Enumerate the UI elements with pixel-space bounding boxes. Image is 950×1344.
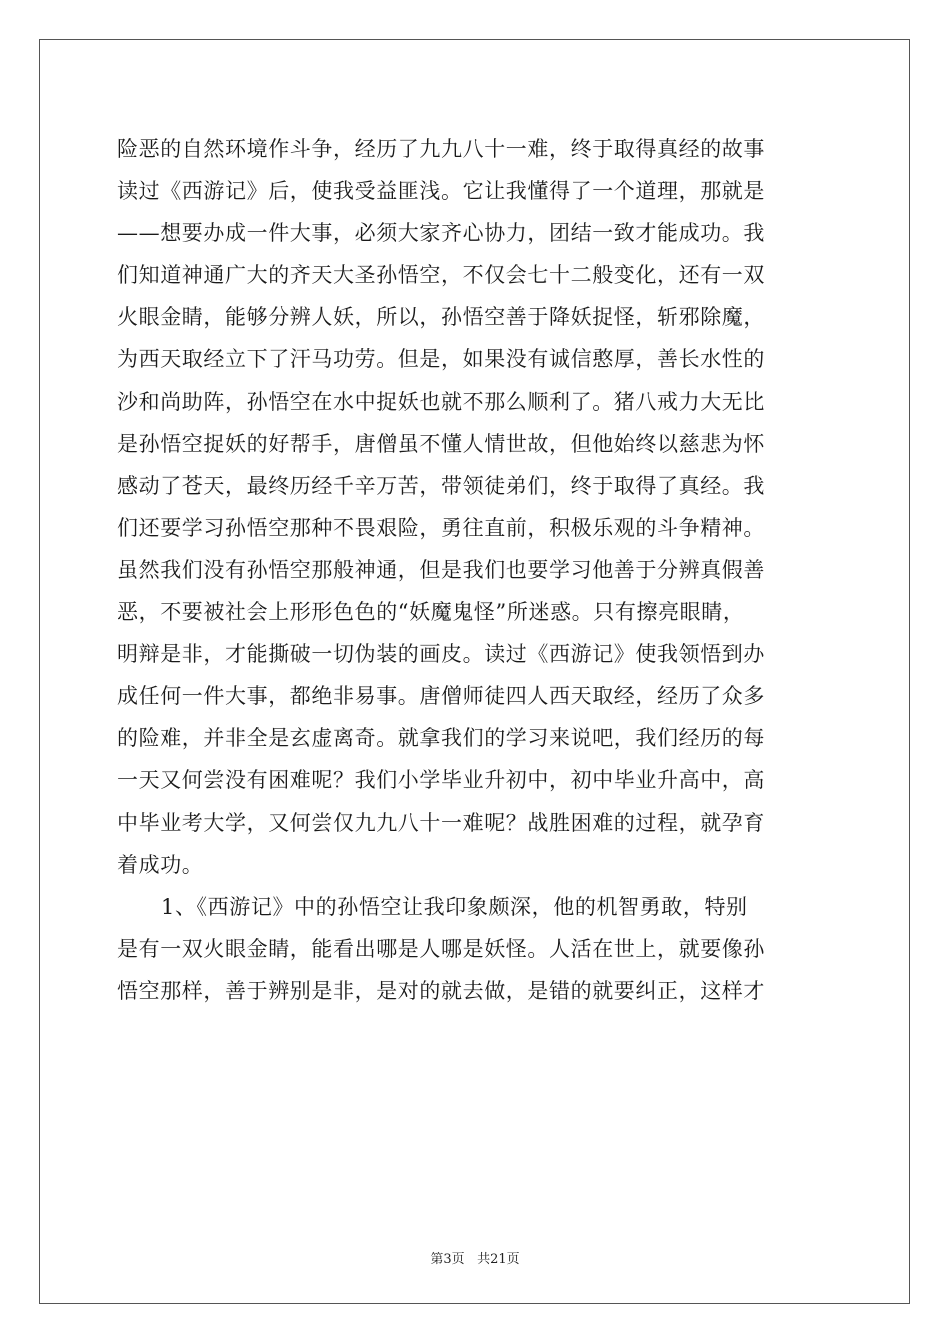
- text-line: 虽然我们没有孙悟空那般神通，但是我们也要学习他善于分辨真假善: [117, 557, 765, 582]
- page-footer: [0, 1248, 950, 1267]
- text-line: 中毕业考大学，又何尝仅九九八十一难呢？战胜困难的过程，就孕育: [117, 810, 765, 835]
- text-line: 明辩是非，才能撕破一切伪装的画皮。读过《西游记》使我领悟到办: [117, 642, 765, 667]
- text-line: 读过《西游记》后，使我受益匪浅。它让我懂得了一个道理，那就是: [117, 179, 765, 204]
- text-line: 一天又何尝没有困难呢？我们小学毕业升初中，初中毕业升高中，高: [117, 768, 765, 793]
- text-line: 是有一双火眼金睛，能看出哪是人哪是妖怪。人活在世上，就要像孙: [117, 936, 765, 961]
- text-line: 着成功。: [117, 852, 204, 877]
- text-line: 恶，不要被社会上形形色色的“妖魔鬼怪”所迷惑。只有擦亮眼睛，: [117, 600, 745, 625]
- text-line: 险恶的自然环境作斗争，经历了九九八十一难，终于取得真经的故事: [117, 137, 765, 161]
- text-line: 为西天取经立下了汗马功劳。但是，如果没有诚信憨厚，善长水性的: [117, 347, 765, 372]
- text-line: 感动了苍天，最终历经千辛万苦，带领徒弟们，终于取得了真经。我: [117, 473, 765, 498]
- text-line: 是孙悟空捉妖的好帮手，唐僧虽不懂人情世故，但他始终以慈悲为怀: [117, 431, 765, 456]
- text-line: 火眼金睛，能够分辨人妖，所以，孙悟空善于降妖捉怪，斩邪除魔，: [117, 305, 765, 330]
- text-line: 沙和尚助阵，孙悟空在水中捉妖也就不那么顺利了。猪八戒力大无比: [117, 389, 765, 414]
- text-line: 们知道神通广大的齐天大圣孙悟空，不仅会七十二般变化，还有一双: [117, 263, 765, 288]
- text-line: ——想要办成一件大事，必须大家齐心协力，团结一致才能成功。我: [117, 221, 765, 246]
- text-line: 1、《西游记》中的孙悟空让我印象颇深，他的机智勇敢，特别: [161, 894, 748, 919]
- page-number: 第3页: [430, 1252, 465, 1267]
- page-total: 共21页: [477, 1252, 520, 1267]
- text-line: 悟空那样，善于辨别是非，是对的就去做，是错的就要纠正，这样才: [117, 978, 765, 1003]
- text-line: 的险难，并非全是玄虚离奇。就拿我们的学习来说吧，我们经历的每: [117, 726, 765, 751]
- body-text: [117, 128, 833, 1012]
- text-line: 成任何一件大事，都绝非易事。唐僧师徒四人西天取经，经历了众多: [117, 684, 765, 709]
- text-line: 们还要学习孙悟空那种不畏艰险，勇往直前，积极乐观的斗争精神。: [117, 515, 765, 540]
